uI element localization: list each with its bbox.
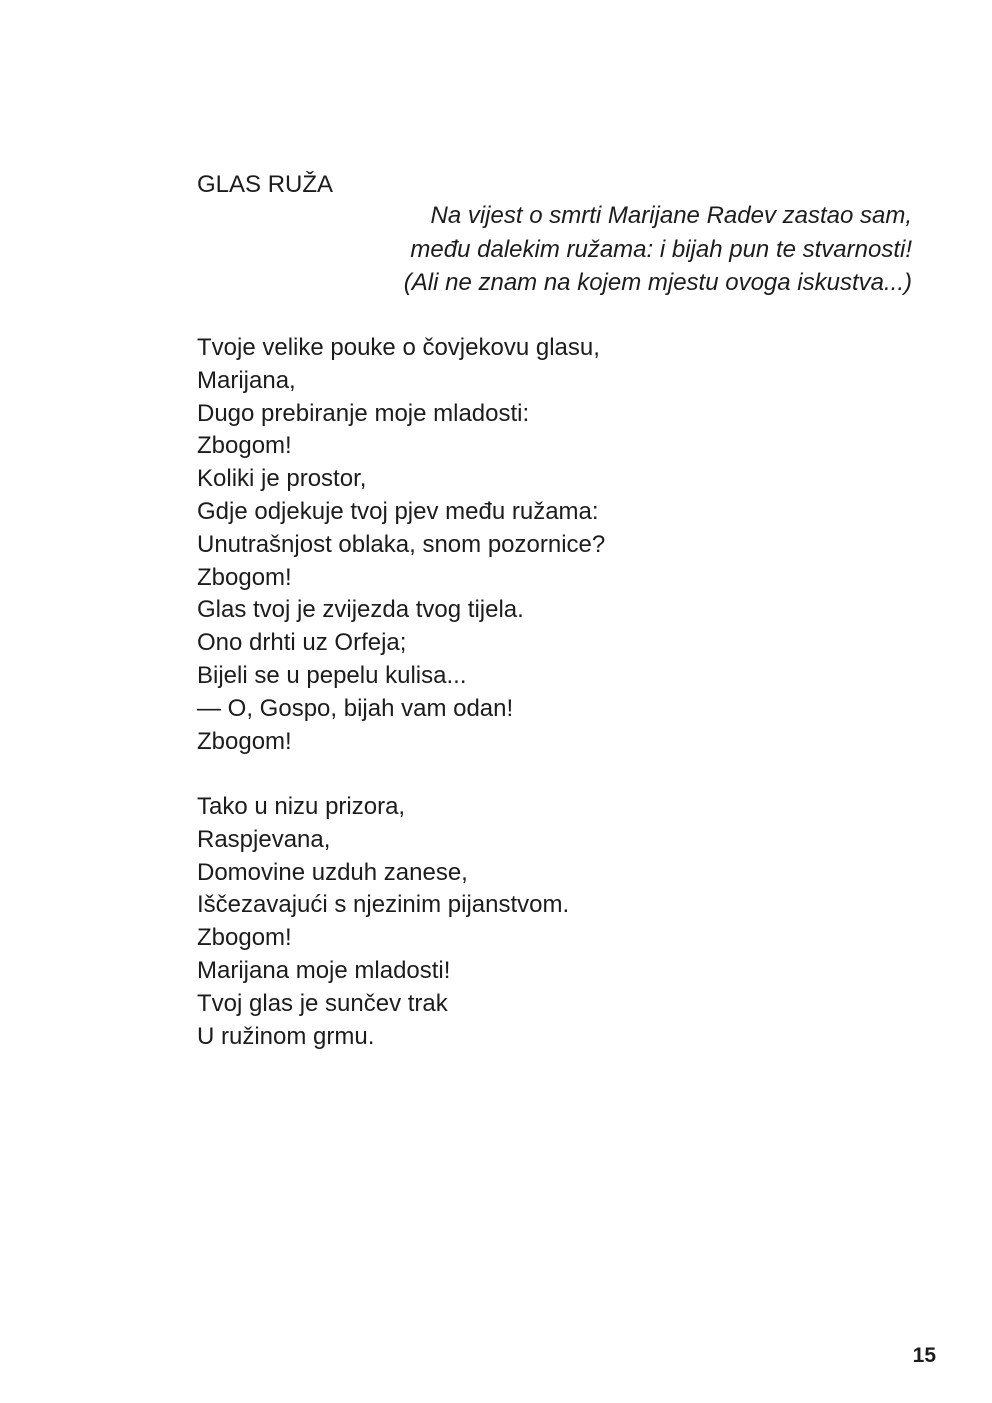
epigraph bbox=[404, 199, 912, 300]
verse-line: — O, Gospo, bijah vam odan! bbox=[197, 694, 514, 722]
verse-line: Tvoj glas je sunčev trak bbox=[197, 989, 448, 1017]
verse-line: Domovine uzduh zanese, bbox=[197, 858, 468, 886]
verse-line: Raspjevana, bbox=[197, 825, 331, 853]
verse-line: Ono drhti uz Orfeja; bbox=[197, 629, 407, 657]
verse-line: Zbogom! bbox=[197, 563, 292, 591]
poem-title: GLAS RUŽA bbox=[197, 171, 334, 198]
verse-line: Zbogom! bbox=[197, 432, 292, 460]
verse-line: Unutrašnjost oblaka, snom pozornice? bbox=[197, 530, 606, 558]
verse-line: Iščezavajući s njezinim pijanstvom. bbox=[197, 891, 570, 919]
page-number: 15 bbox=[912, 1344, 936, 1367]
epigraph-line: Na vijest o smrti Marijane Radev zastao sam, bbox=[430, 202, 912, 229]
verse-line: Glas tvoj je zvijezda tvog tijela. bbox=[197, 596, 524, 624]
verse-line: Zbogom! bbox=[197, 727, 292, 755]
verse-line: Bijeli se u pepelu kulisa... bbox=[197, 661, 467, 689]
verse-line: Tvoje velike pouke o čovjekovu glasu, bbox=[197, 334, 600, 361]
stanza-1 bbox=[197, 332, 605, 758]
verse-line: Tako u nizu prizora, bbox=[197, 793, 406, 820]
verse-line: Koliki je prostor, bbox=[197, 465, 367, 493]
verse-line: Marijana moje mladosti! bbox=[197, 956, 451, 984]
epigraph-line: (Ali ne znam na kojem mjestu ovoga iskustva...) bbox=[403, 269, 912, 296]
verse-line: U ružinom grmu. bbox=[197, 1022, 375, 1050]
stanza-2 bbox=[197, 791, 569, 1053]
verse-line: Dugo prebiranje moje mladosti: bbox=[197, 399, 530, 427]
verse-line: Marijana, bbox=[197, 366, 296, 394]
verse-line: Gdje odjekuje tvoj pjev među ružama: bbox=[197, 497, 599, 525]
epigraph-line: među dalekim ružama: i bijah pun te stvarnosti! bbox=[410, 235, 912, 263]
verse-line: Zbogom! bbox=[197, 924, 292, 952]
